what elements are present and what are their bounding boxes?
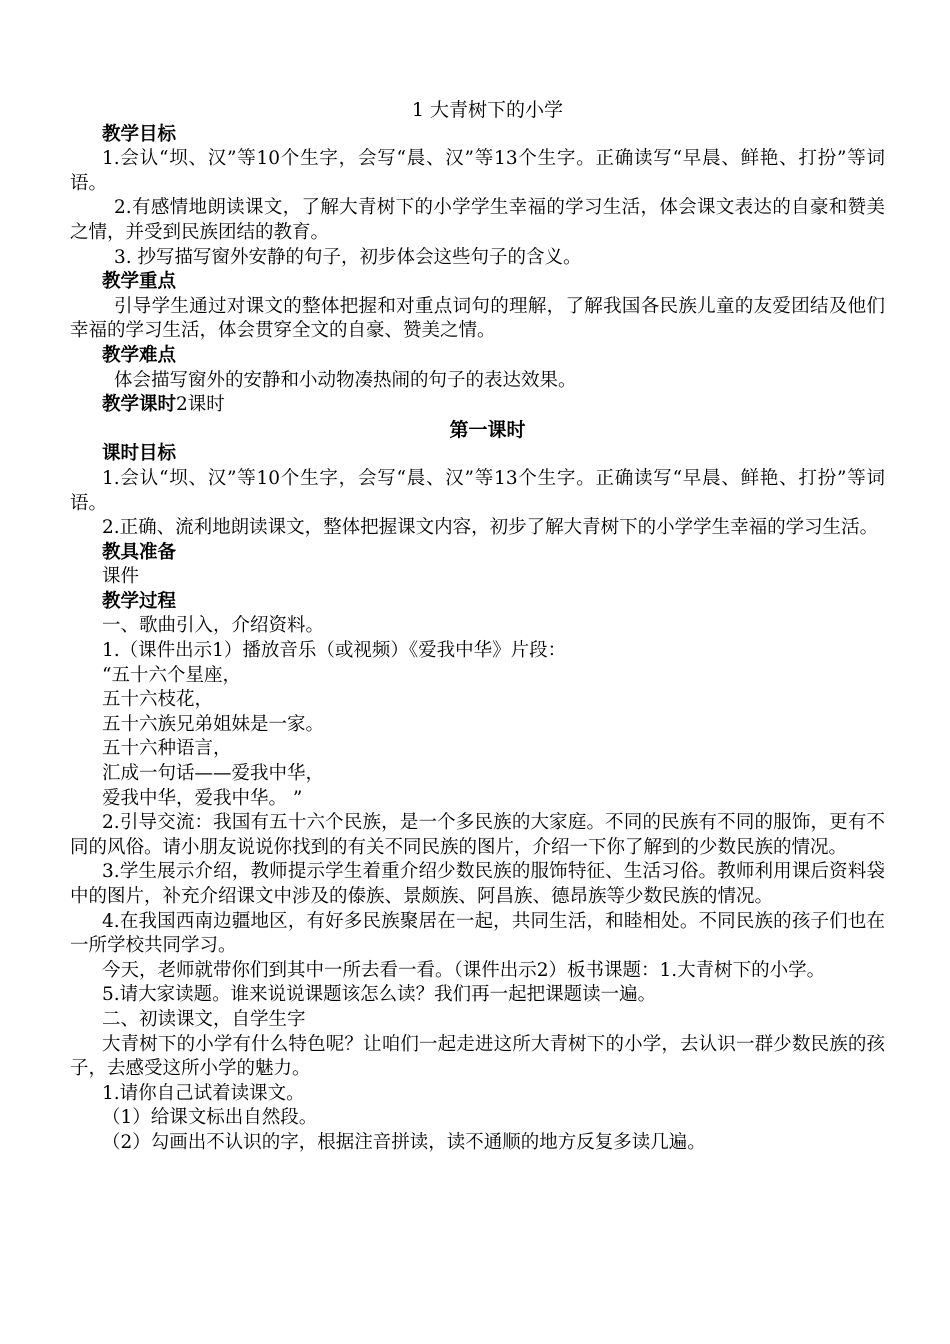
lesson1-title: 第一课时	[449, 418, 526, 441]
process-step: 一、歌曲引入，介绍资料。	[102, 615, 325, 637]
song-line: 爱我中华，爱我中华。 ”	[102, 787, 303, 809]
process-step: 2.引导交流：我国有五十六个民族，是一个多民族的大家庭。不同的民族有不同的服饰，更有不同的风俗。请小朋友说说你找到的有关不同民族的图片，介绍一下你了解到的少数民族的情况。	[70, 812, 885, 858]
process-step: 4.在我国西南边疆地区，有好多民族聚居在一起，共同生活，和睦相处。不同民族的孩子们也在一所学校共同学习。	[70, 910, 885, 957]
lesson-goal-item: 1.会认“坝、汉”等10个生字，会写“晨、汉”等13个生字。正确读写“早晨、鲜艳、打扮”等词语。	[70, 467, 885, 514]
process-step: 大青树下的小学有什么特色呢？让咱们一起走进这所大青树下的小学，去认识一群少数民族的孩子，去感受这所小学的魅力。	[70, 1033, 885, 1080]
process-substep: （2）勾画出不认识的字，根据注音拼读，读不通顺的地方反复多读几遍。	[102, 1131, 706, 1153]
process-step: 1.请你自己试着读课文。	[102, 1082, 305, 1104]
lesson-goal-item: 2.正确、流利地朗读课文，整体把握课文内容，初步了解大青树下的小学学生幸福的学习生活。	[102, 517, 879, 539]
hours-heading: 教学课时	[102, 394, 177, 416]
goal-item: 2.有感情地朗读课文，了解大青树下的小学学生幸福的学习生活，体会课文表达的自豪和赞美之情，并受到民族团结的教育。	[70, 197, 885, 243]
song-line: 五十六枝花，	[102, 689, 214, 711]
goals-heading: 教学目标	[102, 123, 177, 145]
page-title: 1 大青树下的小学	[411, 99, 564, 121]
song-line: 五十六族兄弟姐妹是一家。	[102, 713, 325, 735]
difficulty-text: 体会描写窗外的安静和小动物凑热闹的句子的表达效果。	[114, 369, 577, 391]
tools-text: 课件	[102, 566, 140, 588]
hours-line	[70, 393, 885, 418]
key-text: 引导学生通过对课文的整体把握和对重点词句的理解，了解我国各民族儿童的友爱团结及他们幸福的学习生活，体会贯穿全文的自豪、赞美之情。	[70, 295, 885, 342]
goal-item: 3. 抄写描写窗外安静的句子，初步体会这些句子的含义。	[114, 246, 582, 268]
process-heading: 教学过程	[102, 590, 177, 612]
song-line: 五十六种语言，	[102, 738, 232, 760]
tools-heading: 教具准备	[102, 541, 177, 563]
document-page	[70, 98, 885, 1156]
song-line: 汇成一句话——爱我中华，	[102, 763, 325, 785]
process-step: 今天，老师就带你们到其中一所去看一看。（课件出示2）板书课题：1.大青树下的小学。	[102, 959, 826, 981]
process-step: 5.请大家读题。谁来说说课题该怎么读？我们再一起把课题读一遍。	[102, 984, 657, 1006]
process-step: 3.学生展示介绍，教师提示学生着重介绍少数民族的服饰特征、生活习俗。教师利用课后资料袋中的图片，补充介绍课文中涉及的傣族、景颇族、阿昌族、德昂族等少数民族的情况。	[70, 861, 885, 907]
process-step: 1.（课件出示1）播放音乐（或视频）《爱我中华》片段：	[102, 640, 567, 662]
lesson-goals-heading: 课时目标	[102, 443, 177, 465]
process-section: 二、初读课文，自学生字	[102, 1008, 306, 1030]
hours-value: 2课时	[176, 394, 225, 416]
difficulty-heading: 教学难点	[102, 344, 177, 366]
process-substep: （1）给课文标出自然段。	[102, 1107, 318, 1129]
key-heading: 教学重点	[102, 271, 177, 293]
song-line: “五十六个星座，	[102, 664, 241, 686]
goal-item: 1.会认“坝、汉”等10个生字，会写“晨、汉”等13个生字。正确读写“早晨、鲜艳、打扮”等词语。	[70, 148, 885, 194]
